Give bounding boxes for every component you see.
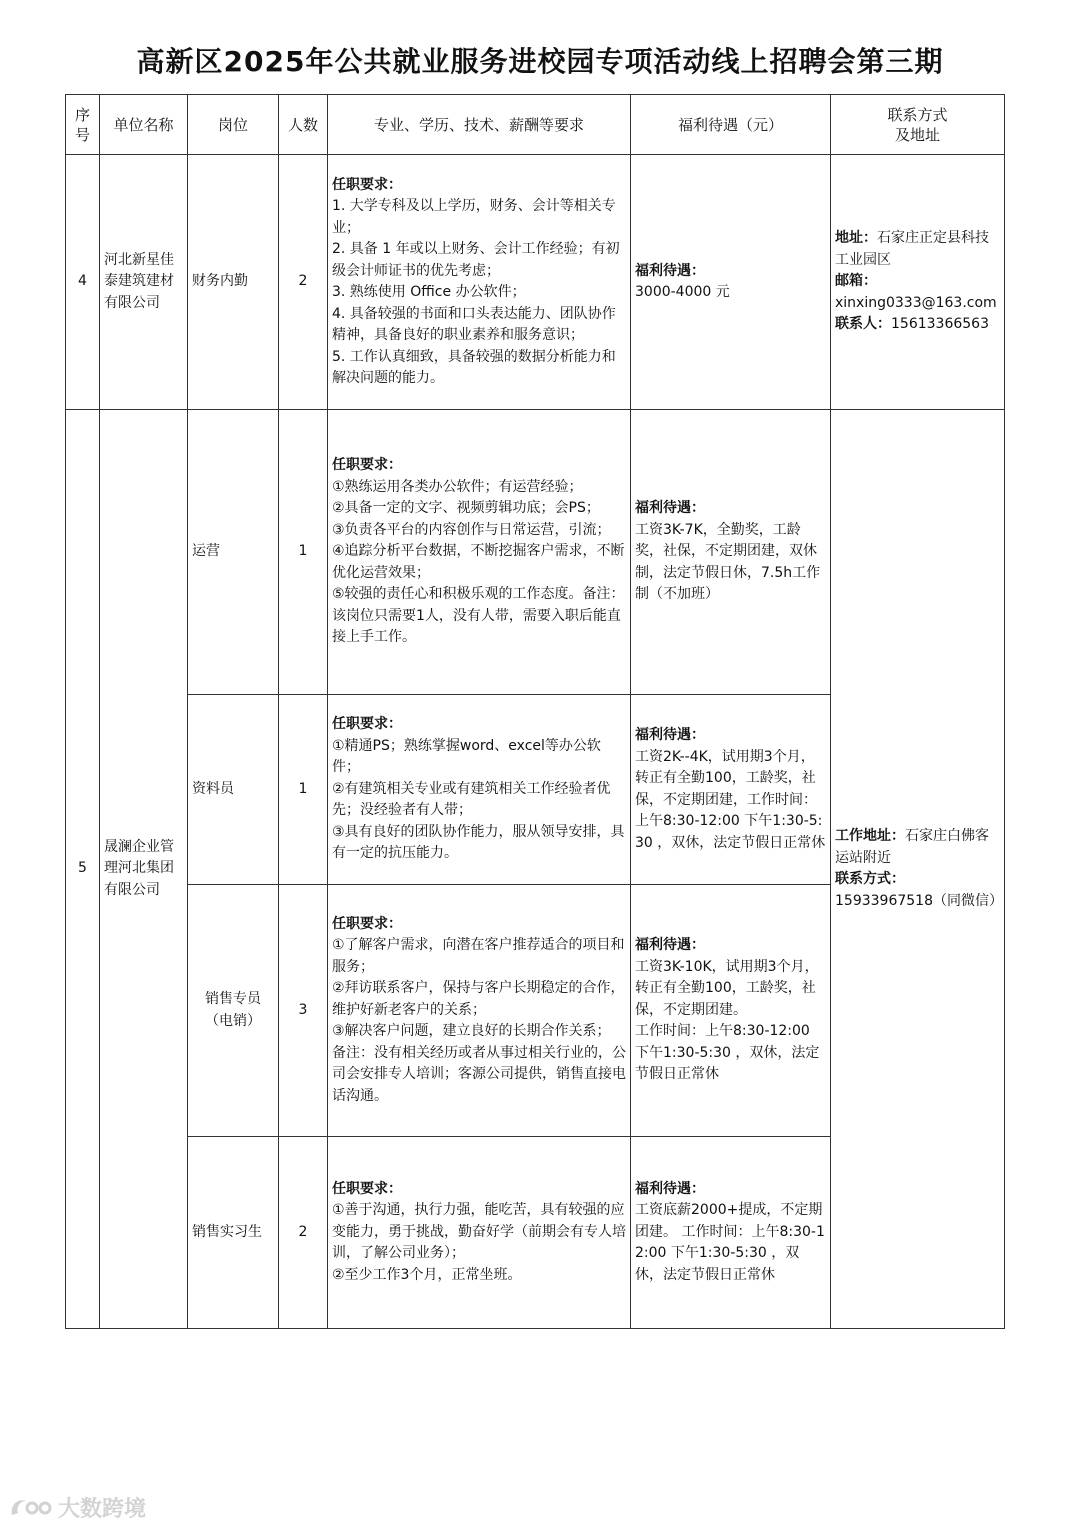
- job-requirements: [328, 885, 631, 1137]
- contact-info: [831, 155, 1005, 410]
- table-header-row: [66, 95, 1005, 155]
- job-title: 销售实习生: [188, 1137, 279, 1329]
- benefits-label: 福利待遇：: [635, 937, 705, 954]
- watermark: [8, 1492, 146, 1523]
- job-title: 销售专员 （电销）: [188, 885, 279, 1137]
- work-address-value: 石家庄白佛客运站附近: [835, 828, 989, 866]
- header-benefits: 福利待遇（元）: [631, 95, 831, 155]
- job-count: 2: [279, 1137, 328, 1329]
- header-requirements: 专业、学历、技术、薪酬等要求: [328, 95, 631, 155]
- job-requirements: [328, 155, 631, 410]
- contact-person-label: 联系人：: [835, 316, 891, 333]
- header-count: 人数: [279, 95, 328, 155]
- job-benefits: [631, 695, 831, 885]
- table-row: [66, 155, 1005, 410]
- row-number: 4: [66, 155, 100, 410]
- benefits-label: 福利待遇：: [635, 1180, 705, 1197]
- benefits-text: 工资底薪2000+提成，不定期团建。 工作时间：上午8:30-12:00 下午1:30-5:30 ，双休，法定节假日正常休: [635, 1202, 825, 1283]
- table-row: [66, 410, 1005, 695]
- requirements-label: 任职要求：: [332, 457, 402, 474]
- requirements-text: ①善于沟通，执行力强，能吃苦，具有较强的应变能力，勇于挑战，勤奋好学（前期会有专人培训，了解公司业务）； ②至少工作3个月，正常坐班。: [332, 1202, 626, 1283]
- requirements-text: ①了解客户需求，向潜在客户推荐适合的项目和服务； ②拜访联系客户，保持与客户长期稳定的合作，维护好新老客户的关系； ③解决客户问题，建立良好的长期合作关系； 备注：没有相关经历或者从事过相关行业的，公司会安排专人培训；客源公司提供，销售直接电话沟通。: [332, 937, 626, 1104]
- job-requirements: [328, 1137, 631, 1329]
- watermark-logo-icon: [8, 1495, 54, 1521]
- email-label: 邮箱：: [835, 273, 877, 290]
- header-contact: 联系方式 及地址: [831, 95, 1005, 155]
- job-requirements: [328, 410, 631, 695]
- watermark-text: 大数跨境: [58, 1497, 147, 1522]
- job-benefits: [631, 155, 831, 410]
- benefits-text: 工资3K-7K，全勤奖，工龄奖，社保，不定期团建，双休制，法定节假日休，7.5h工作制（不加班）: [635, 521, 821, 603]
- job-requirements: [328, 695, 631, 885]
- requirements-text: ①精通PS；熟练掌握word、excel等办公软件； ②有建筑相关专业或有建筑相关工作经验者优先；没经验者有人带； ③具有良好的团队协作能力，服从领导安排，具有一定的抗压能力。: [332, 737, 625, 862]
- requirements-label: 任职要求：: [332, 915, 402, 932]
- benefits-label: 福利待遇：: [635, 262, 705, 279]
- email-value: xinxing0333@163.com: [835, 294, 997, 311]
- header-company: 单位名称: [100, 95, 188, 155]
- page-title: 高新区2025年公共就业服务进校园专项活动线上招聘会第三期: [136, 45, 944, 78]
- job-count: 2: [279, 155, 328, 410]
- company-name: 晟澜企业管理河北集团有限公司: [100, 410, 188, 1329]
- header-position: 岗位: [188, 95, 279, 155]
- contact-info: [831, 410, 1005, 1329]
- benefits-label: 福利待遇：: [635, 727, 705, 743]
- job-benefits: [631, 1137, 831, 1329]
- benefits-label: 福利待遇：: [635, 500, 705, 517]
- job-count: 1: [279, 695, 328, 885]
- header-no: 序号: [66, 95, 100, 155]
- requirements-label: 任职要求：: [332, 1180, 402, 1197]
- job-count: 3: [279, 885, 328, 1137]
- job-table: [65, 94, 1005, 1329]
- contact-person-value: 15613366563: [891, 316, 989, 333]
- row-number: 5: [66, 410, 100, 1329]
- requirements-label: 任职要求：: [332, 716, 402, 733]
- job-title: 资料员: [188, 695, 279, 885]
- job-count: 1: [279, 410, 328, 695]
- requirements-label: 任职要求：: [332, 176, 402, 193]
- work-address-label: 工作地址：: [835, 828, 905, 844]
- job-title: 财务内勤: [188, 155, 279, 410]
- job-benefits: [631, 885, 831, 1137]
- job-title: 运营: [188, 410, 279, 695]
- phone-label: 联系方式：: [835, 871, 905, 887]
- benefits-text: 3000-4000 元: [635, 284, 730, 300]
- address-value: 石家庄正定县科技工业园区: [835, 230, 989, 268]
- address-label: 地址：: [835, 230, 877, 247]
- job-benefits: [631, 410, 831, 695]
- requirements-text: ①熟练运用各类办公软件；有运营经验； ②具备一定的文字、视频剪辑功底；会PS； ③负责各平台的内容创作与日常运营，引流； ④追踪分析平台数据，不断挖掘客户需求，不断优化运营效果； ⑤较强的责任心和积极乐观的工作态度。备注：该岗位只需要1人，没有人带，需要入职后能直接上手工作。: [332, 478, 625, 646]
- company-name: 河北新星佳泰建筑建材有限公司: [100, 155, 188, 410]
- phone-value: 15933967518（同微信）: [835, 892, 1003, 909]
- benefits-text: 工资3K-10K，试用期3个月，转正有全勤100，工龄奖，社保，不定期团建。 工作时间：上午8:30-12:00 下午1:30-5:30 ，双休，法定节假日正常休: [635, 958, 820, 1083]
- benefits-text: 工资2K--4K，试用期3个月，转正有全勤100，工龄奖，社保，不定期团建，工作时间：上午8:30-12:00 下午1:30-5:30 ，双休，法定节假日正常休: [635, 748, 826, 851]
- requirements-text: 1. 大学专科及以上学历，财务、会计等相关专业； 2. 具备 1 年或以上财务、会计工作经验；有初级会计师证书的优先考虑； 3. 熟练使用 Office 办公软件； 4. 具备较强的书面和口头表达能力、团队协作精神，具备良好的职业素养和服务意识； 5. 工作认真细致，具备较强的数据分析能力和解决问题的能力。: [332, 198, 620, 386]
